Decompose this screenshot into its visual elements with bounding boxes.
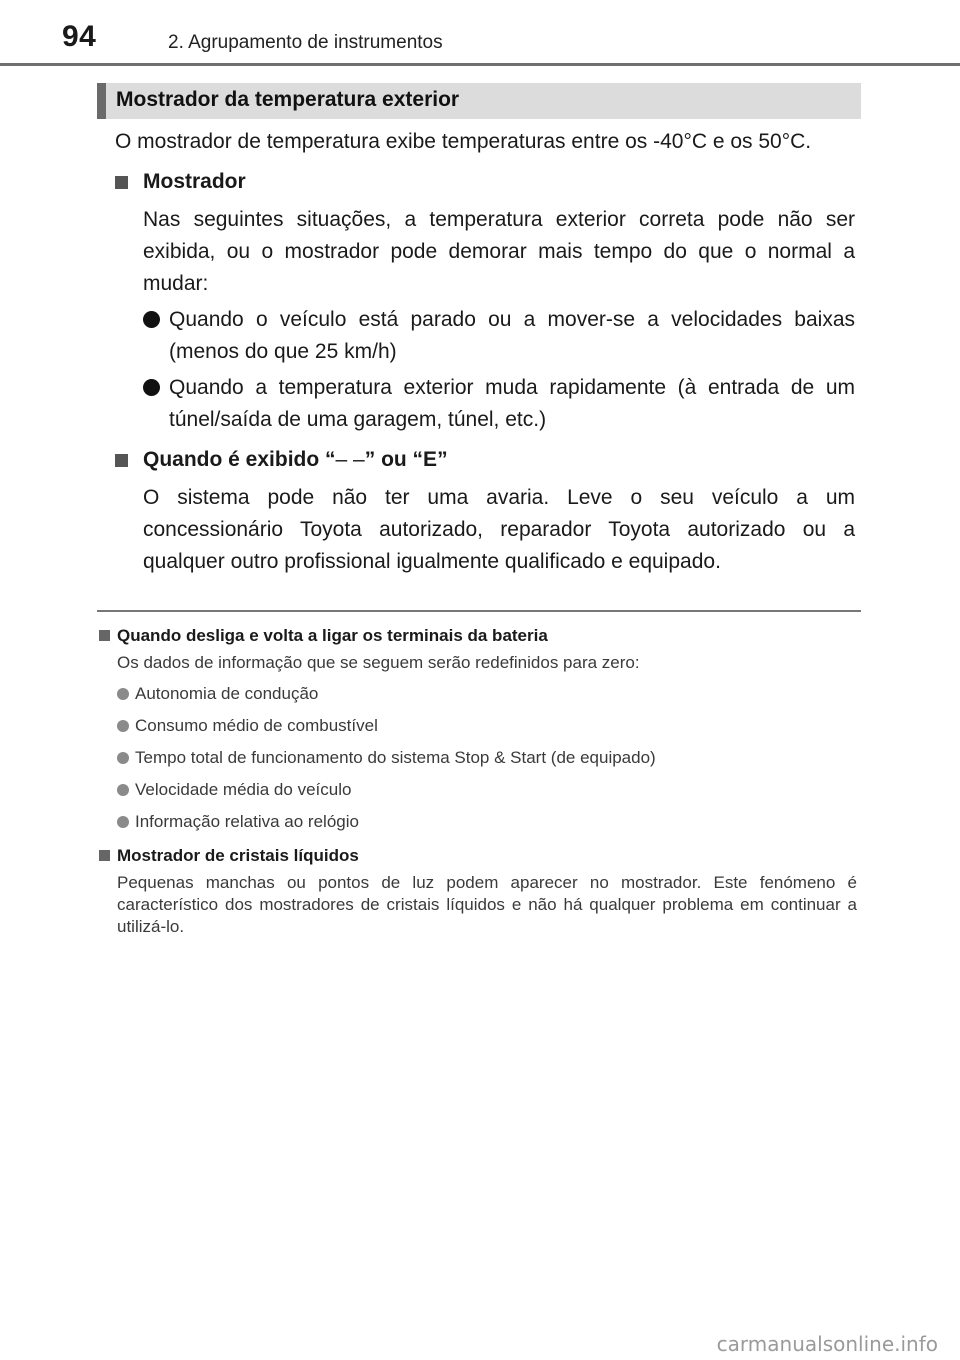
bullet-dot-icon: [117, 752, 129, 764]
list-item: [143, 372, 855, 436]
subsection-heading-display-symbol: [115, 444, 855, 476]
note-text: Pequenas manchas ou pontos de luz podem aparecer no mostrador. Este fenómeno é característico dos mostradores de cristais líquidos e não há qualquer problema em continuar a utilizá-lo.: [117, 873, 857, 936]
header-rule: [0, 63, 960, 66]
list-item-text: Quando o veículo está parado ou a mover-se a velocidades baixas (menos do que 25 km/h): [169, 308, 855, 363]
section-title: Mostrador da temperatura exterior: [116, 88, 460, 111]
section-title-box: [97, 83, 861, 119]
note-list-item-text: Informação relativa ao relógio: [135, 812, 359, 831]
list-item: [143, 304, 855, 368]
subsection-paragraph: O sistema pode não ter uma avaria. Leve o seu veículo a um concessionário Toyota autorizado, reparador Toyota autorizado ou a qualquer outro profissional igualmente qualificado e equipado.: [143, 486, 855, 573]
note-list-item-text: Autonomia de condução: [135, 684, 319, 703]
list-item-text: Quando a temperatura exterior muda rapidamente (à entrada de um túnel/saída de uma garagem, túnel, etc.): [169, 376, 855, 431]
note-text: Os dados de informação que se seguem serão redefinidos para zero:: [117, 653, 640, 672]
main-content: [115, 126, 855, 578]
square-bullet-icon: [115, 176, 128, 189]
note-list-item-text: Tempo total de funcionamento do sistema Stop & Start (de equipado): [135, 748, 656, 767]
bullet-dot-icon: [143, 311, 160, 328]
page-number: 94: [62, 20, 97, 53]
notes-divider: [97, 610, 861, 612]
note-list-item: [117, 746, 857, 770]
square-bullet-icon: [99, 630, 110, 641]
bullet-dot-icon: [117, 816, 129, 828]
running-section-title: 2. Agrupamento de instrumentos: [168, 32, 443, 53]
bullet-dot-icon: [117, 784, 129, 796]
bullet-dot-icon: [117, 720, 129, 732]
watermark: carmanualsonline.info: [716, 1332, 938, 1356]
note-list-item-text: Consumo médio de combustível: [135, 716, 378, 735]
section-title-bar: [97, 83, 106, 119]
square-bullet-icon: [115, 454, 128, 467]
bullet-dot-icon: [117, 688, 129, 700]
bullet-dot-icon: [143, 379, 160, 396]
subsection-heading-text: Mostrador: [143, 170, 246, 193]
note-list-item: [117, 810, 857, 834]
dash-symbol: – –: [335, 448, 365, 471]
note-list-item: [117, 682, 857, 706]
subsection-heading-prefix: Quando é exibido “: [143, 448, 336, 471]
subsection-heading-mostrador: [115, 166, 855, 198]
subsection-paragraph: Nas seguintes situações, a temperatura exterior correta pode não ser exibida, ou o mostrador pode demorar mais tempo do que o normal a mudar:: [143, 208, 855, 295]
note-heading-text: Mostrador de cristais líquidos: [117, 846, 359, 865]
subsection-heading-suffix: ” ou “E”: [364, 448, 448, 471]
note-list-item: [117, 778, 857, 802]
square-bullet-icon: [99, 850, 110, 861]
page-header: [0, 0, 960, 66]
note-list-item: [117, 714, 857, 738]
note-heading-lcd: [97, 844, 857, 868]
notes-section: [97, 624, 857, 938]
intro-paragraph: O mostrador de temperatura exibe temperaturas entre os -40°C e os 50°C.: [115, 130, 812, 153]
note-heading-text: Quando desliga e volta a ligar os terminais da bateria: [117, 626, 548, 645]
note-list-item-text: Velocidade média do veículo: [135, 780, 352, 799]
note-heading-battery: [97, 624, 857, 648]
